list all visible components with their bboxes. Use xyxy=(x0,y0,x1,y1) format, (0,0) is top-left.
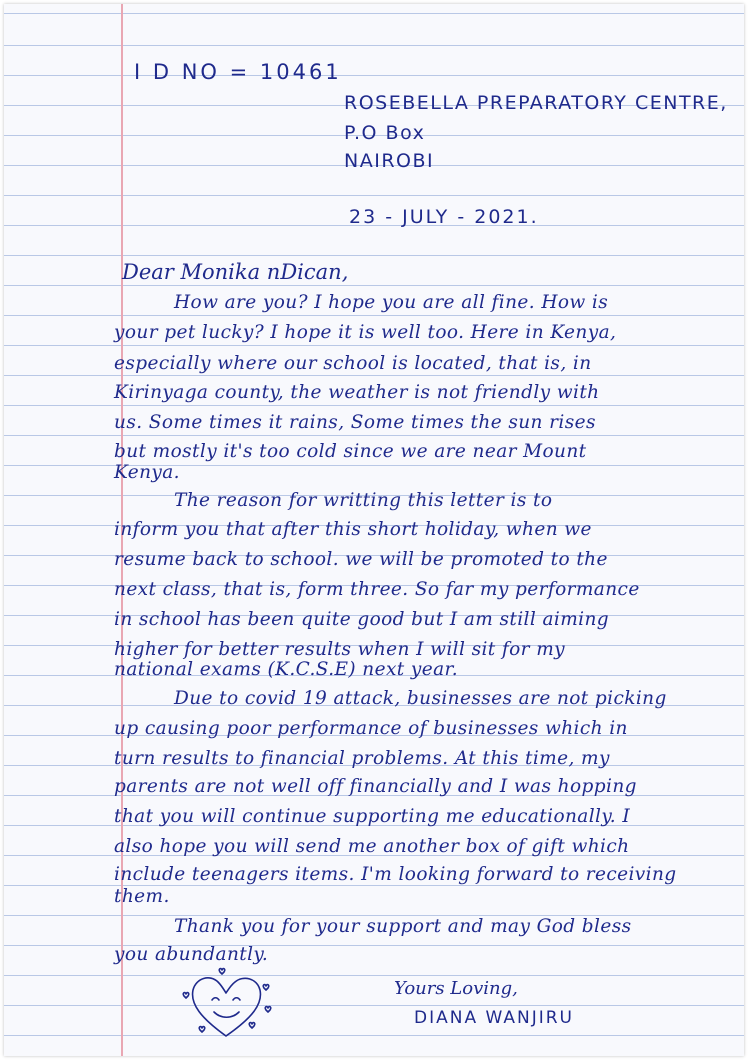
body-line: The reason for writting this letter is to xyxy=(174,490,553,511)
body-line: Kenya. xyxy=(114,462,180,483)
body-line: your pet lucky? I hope it is well too. Here in Kenya, xyxy=(114,322,617,343)
body-line: also hope you will send me another box of gift which xyxy=(114,836,630,857)
body-line: inform you that after this short holiday, when we xyxy=(114,519,592,540)
body-line: in school has been quite good but I am still aiming xyxy=(114,609,610,630)
address-line-box: P.O Box xyxy=(344,122,426,144)
body-line: Thank you for your support and may God bless xyxy=(174,916,632,937)
letter-page xyxy=(4,4,744,1056)
closing: Yours Loving, xyxy=(394,978,518,999)
body-line: especially where our school is located, that is, in xyxy=(114,353,592,374)
body-line: How are you? I hope you are all fine. How is xyxy=(174,292,609,313)
body-line: turn results to financial problems. At this time, my xyxy=(114,748,610,769)
address-line-city: NAIROBI xyxy=(344,150,435,172)
body-line: Kirinyaga county, the weather is not friendly with xyxy=(114,382,600,403)
body-line: you abundantly. xyxy=(114,944,269,965)
greeting: Dear Monika nDican, xyxy=(122,260,349,284)
body-line: us. Some times it rains, Some times the sun rises xyxy=(114,412,596,433)
body-line: that you will continue supporting me educationally. I xyxy=(114,806,631,827)
body-line: national exams (K.C.S.E) next year. xyxy=(114,659,459,680)
heart-doodle-icon xyxy=(176,966,276,1041)
body-line: but mostly it's too cold since we are near Mount xyxy=(114,441,587,462)
body-line: them. xyxy=(114,886,170,907)
address-line-school: ROSEBELLA PREPARATORY CENTRE, xyxy=(344,92,728,114)
body-line: resume back to school. we will be promoted to the xyxy=(114,549,608,570)
body-line: include teenagers items. I'm looking forward to receiving xyxy=(114,864,677,885)
id-number: I D NO = 10461 xyxy=(134,60,342,84)
body-line: next class, that is, form three. So far my performance xyxy=(114,579,640,600)
body-line: Due to covid 19 attack, businesses are not picking xyxy=(174,688,667,709)
body-line: parents are not well off financially and I was hopping xyxy=(114,776,637,797)
body-line: up causing poor performance of businesses which in xyxy=(114,718,628,739)
body-line: higher for better results when I will sit for my xyxy=(114,639,566,660)
signature: DIANA WANJIRU xyxy=(414,1008,574,1028)
letter-date: 23 - JULY - 2021. xyxy=(349,206,539,228)
